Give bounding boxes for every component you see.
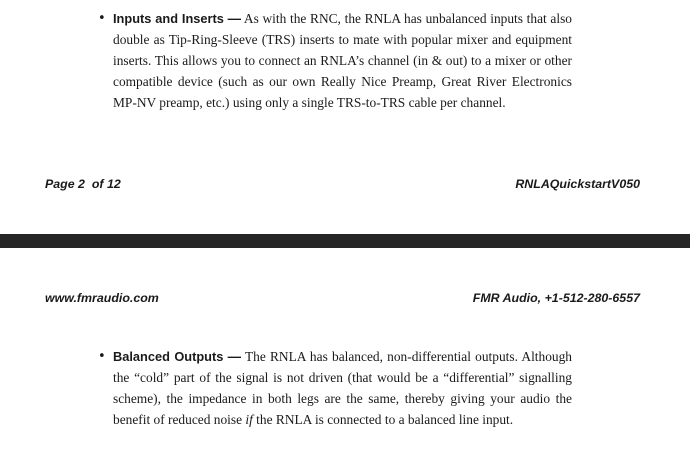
page-header (45, 291, 640, 305)
page-number: Page 2 of 12 (45, 177, 121, 191)
bullet-body-emphasis: if (245, 412, 253, 427)
bullet-body: As with the RNC, the RNLA has unbalanced inputs that also double as Tip-Ring-Sleeve (TRS) inserts to mate with popular mixer and equipment inserts. This allows you to connect an RNLA’s channel (in & out) to a mixer or other compatible device (such as our own Really Nice Preamp, Great River Electronics MP-NV preamp, etc.) using only a single TRS-to-TRS cable per channel. (113, 11, 572, 110)
page-footer (45, 177, 640, 191)
bullet-heading: Balanced Outputs (113, 349, 224, 364)
bullet-body-start: The RNLA has balanced, non-differential outputs. Although the “cold” part of the signal is not driven (that would be a “differential” signalling scheme), the impedance in both legs are the same, thereby giving your audio the benefit of reduced noise (113, 349, 572, 427)
inputs-inserts-bullet (98, 8, 572, 113)
heading-dash: — (227, 11, 241, 26)
heading-dash: — (227, 349, 241, 364)
document-id: RNLAQuickstartV050 (515, 177, 640, 191)
bullet-marker: • (98, 349, 106, 364)
bullet-body-end: the RNLA is connected to a balanced line input. (252, 412, 514, 427)
bullet-marker: • (98, 11, 106, 26)
bullet-paragraph (113, 8, 572, 113)
company-contact: FMR Audio, +1-512-280-6557 (472, 291, 640, 305)
balanced-outputs-bullet (98, 346, 572, 430)
bullet-paragraph (113, 346, 572, 430)
bullet-heading: Inputs and Inserts (113, 11, 224, 26)
page-separator (0, 234, 690, 248)
website-url: www.fmraudio.com (45, 291, 159, 305)
